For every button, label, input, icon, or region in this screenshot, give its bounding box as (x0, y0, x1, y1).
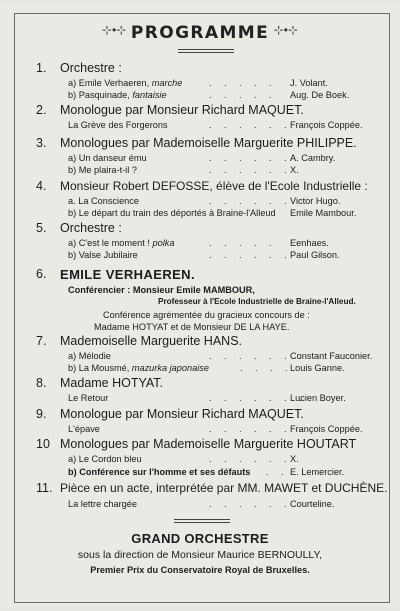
piece-author: Lucien Boyer. (290, 393, 346, 403)
piece-author: Emile Mambour. (290, 208, 357, 218)
item-heading: Monologues par Mademoiselle Marguerite HOUTART (60, 437, 357, 451)
item-number: 11. (36, 481, 53, 495)
item-heading: Pièce en un acte, interprétée par MM. MAWET et DUCHÈNE. (60, 481, 388, 495)
piece-author: Louis Ganne. (290, 363, 345, 373)
item-heading: Orchestre : (60, 61, 122, 75)
piece-author: X. (290, 454, 299, 464)
leader-dots: . . . . . . (209, 250, 292, 260)
leader-dots: . . . . . . (209, 454, 292, 464)
leader-dots: . . . . . . (209, 120, 292, 130)
footer-conductor: sous la direction de Monsieur Maurice BERNOULLY, (77, 549, 323, 561)
leader-dots: . . . . . . . (209, 424, 307, 434)
piece-title: L'épave (68, 424, 100, 434)
piece-author: X. (290, 165, 299, 175)
leader-dots: . . . . . . . (209, 351, 307, 361)
item-heading: Monologues par Mademoiselle Marguerite PHILIPPE. (60, 136, 357, 150)
piece-title: b) Conférence sur l'homme et ses défauts (68, 467, 251, 477)
piece-title: a) Le Cordon bleu (68, 454, 142, 464)
piece-title: a) Mélodie (68, 351, 111, 361)
item-number: 8. (36, 376, 47, 390)
item-number: 5. (36, 221, 47, 235)
conference-guests: Madame HOTYAT et de Monsieur DE LA HAYE. (94, 322, 290, 332)
item-heading: Monologue par Monsieur Richard MAQUET. (60, 407, 304, 421)
item-number: 3. (36, 136, 47, 150)
piece-author: A. Cambry. (290, 153, 336, 163)
piece-title: La Grève des Forgerons (68, 120, 168, 130)
piece-author: François Coppée. (290, 120, 363, 130)
leader-dots: . . . . . . (209, 165, 292, 175)
footer-credentials: Premier Prix du Conservatoire Royal de Bruxelles. (90, 565, 310, 575)
ornament-right-icon: ⊹•⊹ (273, 23, 298, 37)
item-number: 1. (36, 61, 47, 75)
piece-title: b) Valse Jubilaire (68, 250, 138, 260)
piece-author: Eenhaes. (290, 238, 329, 248)
item-number: 2. (36, 103, 47, 117)
item-heading: Orchestre : (60, 221, 122, 235)
leader-dots: . . . . (240, 363, 293, 373)
leader-dots: . . . . . . . (209, 393, 307, 403)
title-row (4, 23, 396, 43)
footer-divider (174, 519, 230, 523)
piece-author: Courteline. (290, 499, 335, 509)
piece-author: E. Lemercier. (290, 467, 345, 477)
ornament-left-icon: ⊹•⊹ (102, 23, 127, 37)
piece-title: a. La Conscience (68, 196, 139, 206)
item-number: 7. (36, 334, 47, 348)
piece-title: Le Retour (68, 393, 109, 403)
conference-note: Conférence agrémentée du gracieux concours de : (103, 310, 310, 320)
piece-title: b) Le départ du train des déportés à Braine-l'Alleud (68, 208, 276, 218)
leader-dots: . . . . . (209, 238, 277, 248)
footer-title: GRAND ORCHESTRE (131, 531, 269, 546)
item-heading: Monologue par Monsieur Richard MAQUET. (60, 103, 304, 117)
item-heading: Monsieur Robert DEFOSSE, élève de l'Ecole Industrielle : (60, 179, 368, 193)
page-title: PROGRAMME (130, 23, 270, 43)
piece-author: J. Volant. (290, 78, 328, 88)
piece-title: a) C'est le moment ! polka (68, 238, 175, 248)
leader-dots: . . (266, 467, 289, 477)
lecturer-title: Professeur à l'Ecole Industrielle de Braine-l'Alleud. (158, 297, 356, 306)
piece-title: b) Pasquinade, fantaisie (68, 90, 167, 100)
leader-dots: . . . . . (209, 90, 277, 100)
piece-title: b) La Mousmé, mazurka japonaise (68, 363, 209, 373)
page-border (14, 13, 390, 603)
piece-title: b) Me plaira-t-il ? (68, 165, 137, 175)
item-number: 6. (36, 267, 47, 281)
piece-author: Constant Fauconier. (290, 351, 373, 361)
leader-dots: . . . . . (209, 78, 277, 88)
piece-title: a) Un danseur ému (68, 153, 147, 163)
lecturer-line: Conférencier : Monsieur Emile MAMBOUR, (68, 285, 255, 295)
item-heading: Mademoiselle Marguerite HANS. (60, 334, 243, 348)
item-number: 10 (36, 437, 50, 451)
title-divider (178, 49, 234, 53)
programme-page (4, 3, 396, 607)
piece-author: François Coppée. (290, 424, 363, 434)
piece-title: a) Emile Verhaeren, marche (68, 78, 183, 88)
leader-dots: . . . . . . (209, 196, 292, 206)
piece-title: La lettre chargée (68, 499, 137, 509)
item-number: 4. (36, 179, 47, 193)
piece-author: Paul Gilson. (290, 250, 340, 260)
leader-dots: . . . . . . (209, 153, 292, 163)
item-heading: Madame HOTYAT. (60, 376, 164, 390)
item-heading: EMILE VERHAEREN. (60, 267, 195, 282)
item-number: 9. (36, 407, 47, 421)
piece-author: Victor Hugo. (290, 196, 341, 206)
piece-author: Aug. De Boek. (290, 90, 350, 100)
leader-dots: . . . . . . (209, 499, 292, 509)
